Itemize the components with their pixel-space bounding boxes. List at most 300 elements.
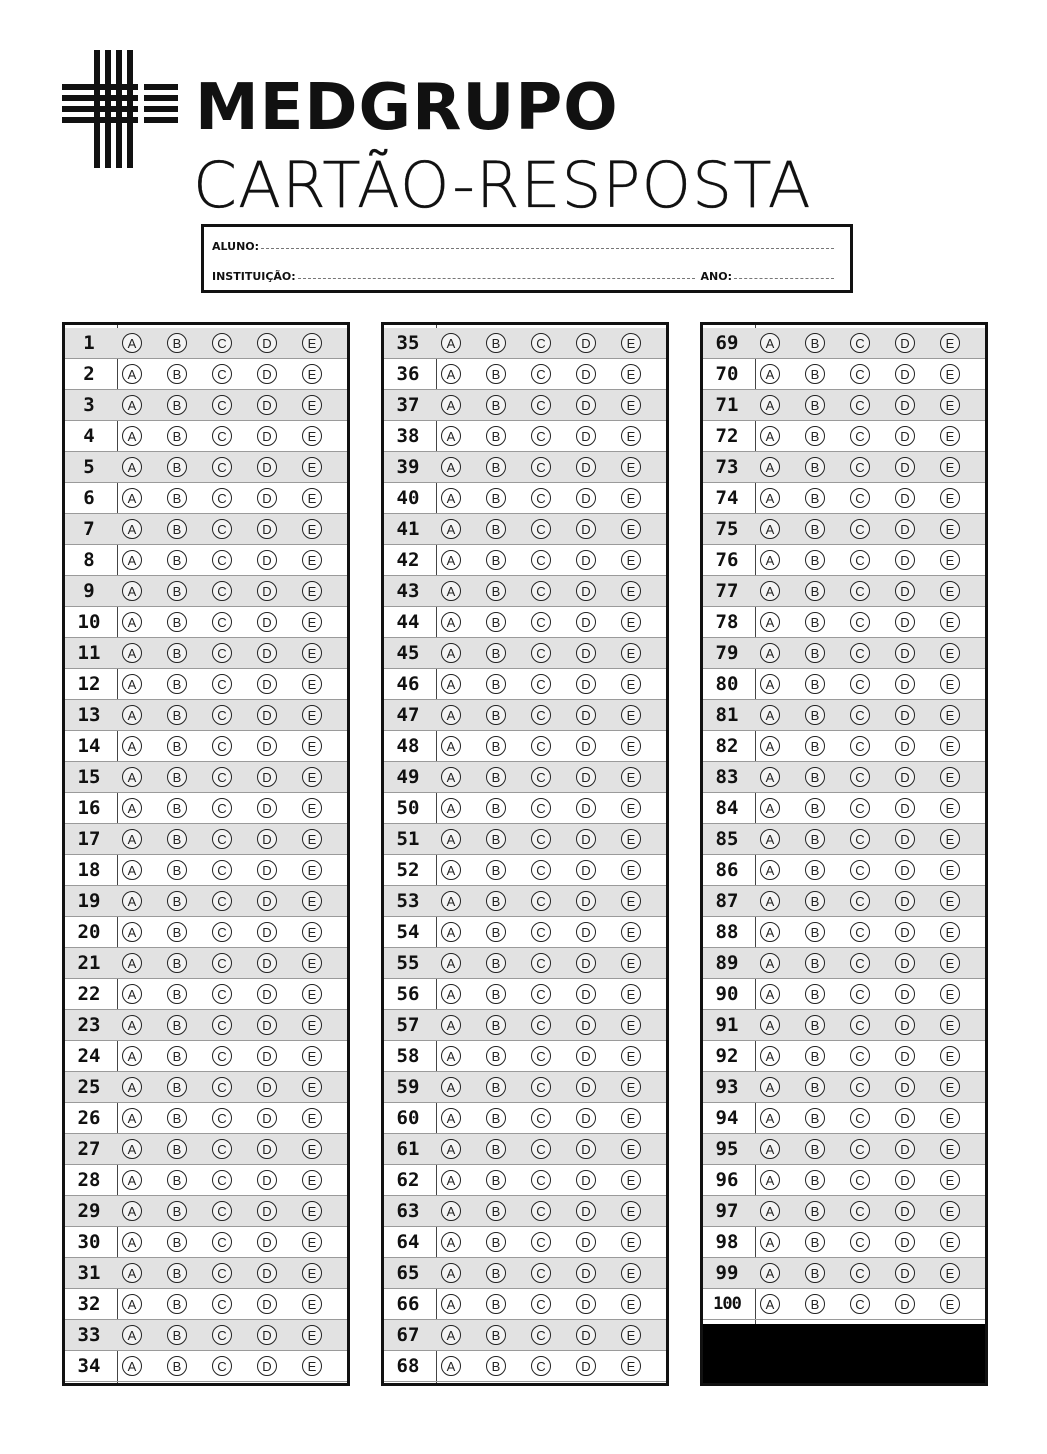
bubble-29-e[interactable]: E	[302, 1201, 322, 1221]
bubble-95-e[interactable]: E	[940, 1139, 960, 1159]
bubble-59-e[interactable]: E	[621, 1077, 641, 1097]
bubble-27-d[interactable]: D	[257, 1139, 277, 1159]
bubble-55-d[interactable]: D	[576, 953, 596, 973]
bubble-15-c[interactable]: C	[212, 767, 232, 787]
bubble-4-b[interactable]: B	[167, 426, 187, 446]
bubble-37-a[interactable]: A	[441, 395, 461, 415]
bubble-21-b[interactable]: B	[167, 953, 187, 973]
bubble-13-a[interactable]: A	[122, 705, 142, 725]
bubble-39-e[interactable]: E	[621, 457, 641, 477]
bubble-93-e[interactable]: E	[940, 1077, 960, 1097]
bubble-28-b[interactable]: B	[167, 1170, 187, 1190]
bubble-39-b[interactable]: B	[486, 457, 506, 477]
bubble-13-b[interactable]: B	[167, 705, 187, 725]
bubble-58-e[interactable]: E	[621, 1046, 641, 1066]
bubble-64-a[interactable]: A	[441, 1232, 461, 1252]
bubble-43-d[interactable]: D	[576, 581, 596, 601]
bubble-7-c[interactable]: C	[212, 519, 232, 539]
bubble-85-b[interactable]: B	[805, 829, 825, 849]
bubble-85-a[interactable]: A	[760, 829, 780, 849]
bubble-65-c[interactable]: C	[531, 1263, 551, 1283]
bubble-25-d[interactable]: D	[257, 1077, 277, 1097]
bubble-66-d[interactable]: D	[576, 1294, 596, 1314]
bubble-55-a[interactable]: A	[441, 953, 461, 973]
bubble-100-a[interactable]: A	[760, 1294, 780, 1314]
bubble-52-b[interactable]: B	[486, 860, 506, 880]
bubble-1-b[interactable]: B	[167, 333, 187, 353]
bubble-96-a[interactable]: A	[760, 1170, 780, 1190]
bubble-11-c[interactable]: C	[212, 643, 232, 663]
bubble-25-b[interactable]: B	[167, 1077, 187, 1097]
bubble-36-b[interactable]: B	[486, 364, 506, 384]
bubble-93-a[interactable]: A	[760, 1077, 780, 1097]
bubble-54-c[interactable]: C	[531, 922, 551, 942]
bubble-7-e[interactable]: E	[302, 519, 322, 539]
bubble-63-a[interactable]: A	[441, 1201, 461, 1221]
bubble-28-d[interactable]: D	[257, 1170, 277, 1190]
bubble-54-d[interactable]: D	[576, 922, 596, 942]
bubble-18-b[interactable]: B	[167, 860, 187, 880]
bubble-85-e[interactable]: E	[940, 829, 960, 849]
bubble-60-e[interactable]: E	[621, 1108, 641, 1128]
bubble-34-c[interactable]: C	[212, 1356, 232, 1376]
bubble-88-b[interactable]: B	[805, 922, 825, 942]
bubble-74-c[interactable]: C	[850, 488, 870, 508]
bubble-82-d[interactable]: D	[895, 736, 915, 756]
bubble-34-d[interactable]: D	[257, 1356, 277, 1376]
bubble-91-e[interactable]: E	[940, 1015, 960, 1035]
bubble-51-c[interactable]: C	[531, 829, 551, 849]
bubble-39-a[interactable]: A	[441, 457, 461, 477]
bubble-43-c[interactable]: C	[531, 581, 551, 601]
bubble-83-a[interactable]: A	[760, 767, 780, 787]
bubble-94-e[interactable]: E	[940, 1108, 960, 1128]
bubble-56-e[interactable]: E	[621, 984, 641, 1004]
bubble-83-e[interactable]: E	[940, 767, 960, 787]
bubble-60-b[interactable]: B	[486, 1108, 506, 1128]
bubble-67-e[interactable]: E	[621, 1325, 641, 1345]
bubble-37-b[interactable]: B	[486, 395, 506, 415]
bubble-56-c[interactable]: C	[531, 984, 551, 1004]
bubble-47-a[interactable]: A	[441, 705, 461, 725]
bubble-45-c[interactable]: C	[531, 643, 551, 663]
bubble-80-c[interactable]: C	[850, 674, 870, 694]
bubble-18-c[interactable]: C	[212, 860, 232, 880]
bubble-83-b[interactable]: B	[805, 767, 825, 787]
bubble-94-c[interactable]: C	[850, 1108, 870, 1128]
bubble-28-c[interactable]: C	[212, 1170, 232, 1190]
bubble-31-c[interactable]: C	[212, 1263, 232, 1283]
bubble-100-b[interactable]: B	[805, 1294, 825, 1314]
bubble-32-d[interactable]: D	[257, 1294, 277, 1314]
bubble-64-e[interactable]: E	[621, 1232, 641, 1252]
bubble-89-c[interactable]: C	[850, 953, 870, 973]
bubble-89-e[interactable]: E	[940, 953, 960, 973]
bubble-58-d[interactable]: D	[576, 1046, 596, 1066]
bubble-24-c[interactable]: C	[212, 1046, 232, 1066]
bubble-54-b[interactable]: B	[486, 922, 506, 942]
bubble-45-b[interactable]: B	[486, 643, 506, 663]
bubble-100-e[interactable]: E	[940, 1294, 960, 1314]
bubble-5-b[interactable]: B	[167, 457, 187, 477]
bubble-42-c[interactable]: C	[531, 550, 551, 570]
bubble-98-e[interactable]: E	[940, 1232, 960, 1252]
bubble-53-d[interactable]: D	[576, 891, 596, 911]
bubble-87-b[interactable]: B	[805, 891, 825, 911]
bubble-27-b[interactable]: B	[167, 1139, 187, 1159]
bubble-29-d[interactable]: D	[257, 1201, 277, 1221]
bubble-63-d[interactable]: D	[576, 1201, 596, 1221]
bubble-45-a[interactable]: A	[441, 643, 461, 663]
bubble-51-e[interactable]: E	[621, 829, 641, 849]
bubble-20-b[interactable]: B	[167, 922, 187, 942]
bubble-56-d[interactable]: D	[576, 984, 596, 1004]
bubble-73-a[interactable]: A	[760, 457, 780, 477]
bubble-55-e[interactable]: E	[621, 953, 641, 973]
bubble-36-e[interactable]: E	[621, 364, 641, 384]
bubble-36-d[interactable]: D	[576, 364, 596, 384]
bubble-6-b[interactable]: B	[167, 488, 187, 508]
bubble-2-b[interactable]: B	[167, 364, 187, 384]
bubble-14-b[interactable]: B	[167, 736, 187, 756]
bubble-72-d[interactable]: D	[895, 426, 915, 446]
bubble-63-e[interactable]: E	[621, 1201, 641, 1221]
bubble-5-c[interactable]: C	[212, 457, 232, 477]
bubble-42-e[interactable]: E	[621, 550, 641, 570]
bubble-12-c[interactable]: C	[212, 674, 232, 694]
bubble-20-a[interactable]: A	[122, 922, 142, 942]
bubble-79-b[interactable]: B	[805, 643, 825, 663]
bubble-18-a[interactable]: A	[122, 860, 142, 880]
bubble-11-e[interactable]: E	[302, 643, 322, 663]
bubble-74-d[interactable]: D	[895, 488, 915, 508]
bubble-59-b[interactable]: B	[486, 1077, 506, 1097]
bubble-3-e[interactable]: E	[302, 395, 322, 415]
bubble-12-d[interactable]: D	[257, 674, 277, 694]
bubble-1-a[interactable]: A	[122, 333, 142, 353]
bubble-41-b[interactable]: B	[486, 519, 506, 539]
bubble-8-e[interactable]: E	[302, 550, 322, 570]
bubble-14-c[interactable]: C	[212, 736, 232, 756]
bubble-57-d[interactable]: D	[576, 1015, 596, 1035]
bubble-16-d[interactable]: D	[257, 798, 277, 818]
bubble-73-b[interactable]: B	[805, 457, 825, 477]
bubble-29-a[interactable]: A	[122, 1201, 142, 1221]
bubble-20-e[interactable]: E	[302, 922, 322, 942]
bubble-99-e[interactable]: E	[940, 1263, 960, 1283]
bubble-44-e[interactable]: E	[621, 612, 641, 632]
bubble-50-e[interactable]: E	[621, 798, 641, 818]
bubble-62-d[interactable]: D	[576, 1170, 596, 1190]
bubble-80-d[interactable]: D	[895, 674, 915, 694]
bubble-85-d[interactable]: D	[895, 829, 915, 849]
bubble-39-c[interactable]: C	[531, 457, 551, 477]
bubble-40-e[interactable]: E	[621, 488, 641, 508]
bubble-74-b[interactable]: B	[805, 488, 825, 508]
bubble-25-a[interactable]: A	[122, 1077, 142, 1097]
bubble-74-e[interactable]: E	[940, 488, 960, 508]
bubble-47-c[interactable]: C	[531, 705, 551, 725]
bubble-18-d[interactable]: D	[257, 860, 277, 880]
bubble-5-d[interactable]: D	[257, 457, 277, 477]
bubble-19-a[interactable]: A	[122, 891, 142, 911]
bubble-57-c[interactable]: C	[531, 1015, 551, 1035]
bubble-72-a[interactable]: A	[760, 426, 780, 446]
bubble-29-c[interactable]: C	[212, 1201, 232, 1221]
bubble-55-b[interactable]: B	[486, 953, 506, 973]
bubble-46-b[interactable]: B	[486, 674, 506, 694]
bubble-84-a[interactable]: A	[760, 798, 780, 818]
bubble-61-e[interactable]: E	[621, 1139, 641, 1159]
bubble-51-d[interactable]: D	[576, 829, 596, 849]
bubble-37-d[interactable]: D	[576, 395, 596, 415]
bubble-15-b[interactable]: B	[167, 767, 187, 787]
bubble-76-c[interactable]: C	[850, 550, 870, 570]
bubble-92-e[interactable]: E	[940, 1046, 960, 1066]
bubble-21-d[interactable]: D	[257, 953, 277, 973]
bubble-94-b[interactable]: B	[805, 1108, 825, 1128]
bubble-78-d[interactable]: D	[895, 612, 915, 632]
bubble-87-d[interactable]: D	[895, 891, 915, 911]
bubble-46-a[interactable]: A	[441, 674, 461, 694]
bubble-93-c[interactable]: C	[850, 1077, 870, 1097]
bubble-87-a[interactable]: A	[760, 891, 780, 911]
bubble-16-e[interactable]: E	[302, 798, 322, 818]
bubble-12-a[interactable]: A	[122, 674, 142, 694]
bubble-22-e[interactable]: E	[302, 984, 322, 1004]
bubble-9-c[interactable]: C	[212, 581, 232, 601]
bubble-19-d[interactable]: D	[257, 891, 277, 911]
bubble-90-b[interactable]: B	[805, 984, 825, 1004]
bubble-48-b[interactable]: B	[486, 736, 506, 756]
bubble-37-e[interactable]: E	[621, 395, 641, 415]
bubble-56-a[interactable]: A	[441, 984, 461, 1004]
bubble-83-d[interactable]: D	[895, 767, 915, 787]
bubble-31-e[interactable]: E	[302, 1263, 322, 1283]
bubble-3-c[interactable]: C	[212, 395, 232, 415]
bubble-14-e[interactable]: E	[302, 736, 322, 756]
bubble-91-c[interactable]: C	[850, 1015, 870, 1035]
bubble-58-a[interactable]: A	[441, 1046, 461, 1066]
bubble-61-a[interactable]: A	[441, 1139, 461, 1159]
bubble-8-a[interactable]: A	[122, 550, 142, 570]
bubble-65-d[interactable]: D	[576, 1263, 596, 1283]
bubble-22-d[interactable]: D	[257, 984, 277, 1004]
bubble-67-c[interactable]: C	[531, 1325, 551, 1345]
bubble-53-a[interactable]: A	[441, 891, 461, 911]
bubble-69-a[interactable]: A	[760, 333, 780, 353]
bubble-10-b[interactable]: B	[167, 612, 187, 632]
bubble-75-a[interactable]: A	[760, 519, 780, 539]
bubble-17-d[interactable]: D	[257, 829, 277, 849]
bubble-90-e[interactable]: E	[940, 984, 960, 1004]
bubble-23-e[interactable]: E	[302, 1015, 322, 1035]
bubble-13-e[interactable]: E	[302, 705, 322, 725]
bubble-38-d[interactable]: D	[576, 426, 596, 446]
bubble-4-c[interactable]: C	[212, 426, 232, 446]
bubble-15-e[interactable]: E	[302, 767, 322, 787]
bubble-84-d[interactable]: D	[895, 798, 915, 818]
bubble-36-a[interactable]: A	[441, 364, 461, 384]
bubble-23-c[interactable]: C	[212, 1015, 232, 1035]
bubble-43-b[interactable]: B	[486, 581, 506, 601]
bubble-44-d[interactable]: D	[576, 612, 596, 632]
bubble-6-e[interactable]: E	[302, 488, 322, 508]
bubble-75-d[interactable]: D	[895, 519, 915, 539]
bubble-81-c[interactable]: C	[850, 705, 870, 725]
bubble-78-e[interactable]: E	[940, 612, 960, 632]
bubble-64-c[interactable]: C	[531, 1232, 551, 1252]
bubble-50-d[interactable]: D	[576, 798, 596, 818]
bubble-74-a[interactable]: A	[760, 488, 780, 508]
bubble-75-e[interactable]: E	[940, 519, 960, 539]
bubble-41-a[interactable]: A	[441, 519, 461, 539]
bubble-77-d[interactable]: D	[895, 581, 915, 601]
bubble-9-a[interactable]: A	[122, 581, 142, 601]
bubble-59-c[interactable]: C	[531, 1077, 551, 1097]
bubble-98-a[interactable]: A	[760, 1232, 780, 1252]
bubble-91-b[interactable]: B	[805, 1015, 825, 1035]
bubble-62-a[interactable]: A	[441, 1170, 461, 1190]
student-field[interactable]	[261, 247, 834, 249]
bubble-49-a[interactable]: A	[441, 767, 461, 787]
bubble-26-a[interactable]: A	[122, 1108, 142, 1128]
bubble-94-d[interactable]: D	[895, 1108, 915, 1128]
bubble-53-b[interactable]: B	[486, 891, 506, 911]
bubble-16-a[interactable]: A	[122, 798, 142, 818]
bubble-1-e[interactable]: E	[302, 333, 322, 353]
bubble-4-a[interactable]: A	[122, 426, 142, 446]
bubble-78-c[interactable]: C	[850, 612, 870, 632]
bubble-8-b[interactable]: B	[167, 550, 187, 570]
bubble-38-e[interactable]: E	[621, 426, 641, 446]
bubble-11-d[interactable]: D	[257, 643, 277, 663]
bubble-71-d[interactable]: D	[895, 395, 915, 415]
bubble-46-c[interactable]: C	[531, 674, 551, 694]
bubble-75-b[interactable]: B	[805, 519, 825, 539]
bubble-79-d[interactable]: D	[895, 643, 915, 663]
bubble-76-a[interactable]: A	[760, 550, 780, 570]
bubble-42-d[interactable]: D	[576, 550, 596, 570]
bubble-41-e[interactable]: E	[621, 519, 641, 539]
bubble-30-a[interactable]: A	[122, 1232, 142, 1252]
bubble-65-e[interactable]: E	[621, 1263, 641, 1283]
bubble-6-c[interactable]: C	[212, 488, 232, 508]
bubble-27-e[interactable]: E	[302, 1139, 322, 1159]
bubble-26-d[interactable]: D	[257, 1108, 277, 1128]
bubble-60-a[interactable]: A	[441, 1108, 461, 1128]
bubble-67-b[interactable]: B	[486, 1325, 506, 1345]
bubble-62-c[interactable]: C	[531, 1170, 551, 1190]
bubble-40-b[interactable]: B	[486, 488, 506, 508]
bubble-64-d[interactable]: D	[576, 1232, 596, 1252]
bubble-40-a[interactable]: A	[441, 488, 461, 508]
bubble-47-b[interactable]: B	[486, 705, 506, 725]
bubble-26-e[interactable]: E	[302, 1108, 322, 1128]
bubble-30-b[interactable]: B	[167, 1232, 187, 1252]
bubble-33-d[interactable]: D	[257, 1325, 277, 1345]
bubble-52-c[interactable]: C	[531, 860, 551, 880]
bubble-4-d[interactable]: D	[257, 426, 277, 446]
bubble-1-d[interactable]: D	[257, 333, 277, 353]
bubble-84-c[interactable]: C	[850, 798, 870, 818]
bubble-96-d[interactable]: D	[895, 1170, 915, 1190]
bubble-65-b[interactable]: B	[486, 1263, 506, 1283]
bubble-76-b[interactable]: B	[805, 550, 825, 570]
bubble-7-d[interactable]: D	[257, 519, 277, 539]
bubble-89-b[interactable]: B	[805, 953, 825, 973]
bubble-36-c[interactable]: C	[531, 364, 551, 384]
bubble-86-b[interactable]: B	[805, 860, 825, 880]
bubble-60-d[interactable]: D	[576, 1108, 596, 1128]
bubble-60-c[interactable]: C	[531, 1108, 551, 1128]
bubble-90-d[interactable]: D	[895, 984, 915, 1004]
bubble-21-a[interactable]: A	[122, 953, 142, 973]
bubble-81-a[interactable]: A	[760, 705, 780, 725]
bubble-32-e[interactable]: E	[302, 1294, 322, 1314]
bubble-54-a[interactable]: A	[441, 922, 461, 942]
bubble-86-a[interactable]: A	[760, 860, 780, 880]
bubble-46-d[interactable]: D	[576, 674, 596, 694]
bubble-82-b[interactable]: B	[805, 736, 825, 756]
bubble-95-a[interactable]: A	[760, 1139, 780, 1159]
bubble-31-d[interactable]: D	[257, 1263, 277, 1283]
bubble-68-c[interactable]: C	[531, 1356, 551, 1376]
bubble-77-c[interactable]: C	[850, 581, 870, 601]
bubble-98-c[interactable]: C	[850, 1232, 870, 1252]
bubble-69-b[interactable]: B	[805, 333, 825, 353]
bubble-82-c[interactable]: C	[850, 736, 870, 756]
bubble-3-b[interactable]: B	[167, 395, 187, 415]
bubble-56-b[interactable]: B	[486, 984, 506, 1004]
bubble-71-a[interactable]: A	[760, 395, 780, 415]
bubble-85-c[interactable]: C	[850, 829, 870, 849]
bubble-35-b[interactable]: B	[486, 333, 506, 353]
bubble-84-b[interactable]: B	[805, 798, 825, 818]
bubble-18-e[interactable]: E	[302, 860, 322, 880]
bubble-50-a[interactable]: A	[441, 798, 461, 818]
bubble-23-a[interactable]: A	[122, 1015, 142, 1035]
bubble-15-a[interactable]: A	[122, 767, 142, 787]
bubble-45-d[interactable]: D	[576, 643, 596, 663]
bubble-90-a[interactable]: A	[760, 984, 780, 1004]
institution-field[interactable]	[298, 277, 695, 279]
bubble-17-e[interactable]: E	[302, 829, 322, 849]
bubble-97-e[interactable]: E	[940, 1201, 960, 1221]
bubble-24-d[interactable]: D	[257, 1046, 277, 1066]
bubble-79-a[interactable]: A	[760, 643, 780, 663]
bubble-8-d[interactable]: D	[257, 550, 277, 570]
bubble-71-c[interactable]: C	[850, 395, 870, 415]
bubble-58-c[interactable]: C	[531, 1046, 551, 1066]
bubble-66-b[interactable]: B	[486, 1294, 506, 1314]
bubble-14-a[interactable]: A	[122, 736, 142, 756]
bubble-67-d[interactable]: D	[576, 1325, 596, 1345]
bubble-83-c[interactable]: C	[850, 767, 870, 787]
bubble-99-b[interactable]: B	[805, 1263, 825, 1283]
bubble-79-e[interactable]: E	[940, 643, 960, 663]
bubble-32-c[interactable]: C	[212, 1294, 232, 1314]
bubble-66-a[interactable]: A	[441, 1294, 461, 1314]
bubble-76-d[interactable]: D	[895, 550, 915, 570]
bubble-14-d[interactable]: D	[257, 736, 277, 756]
bubble-40-c[interactable]: C	[531, 488, 551, 508]
bubble-38-c[interactable]: C	[531, 426, 551, 446]
bubble-27-a[interactable]: A	[122, 1139, 142, 1159]
bubble-66-c[interactable]: C	[531, 1294, 551, 1314]
bubble-91-d[interactable]: D	[895, 1015, 915, 1035]
bubble-23-b[interactable]: B	[167, 1015, 187, 1035]
